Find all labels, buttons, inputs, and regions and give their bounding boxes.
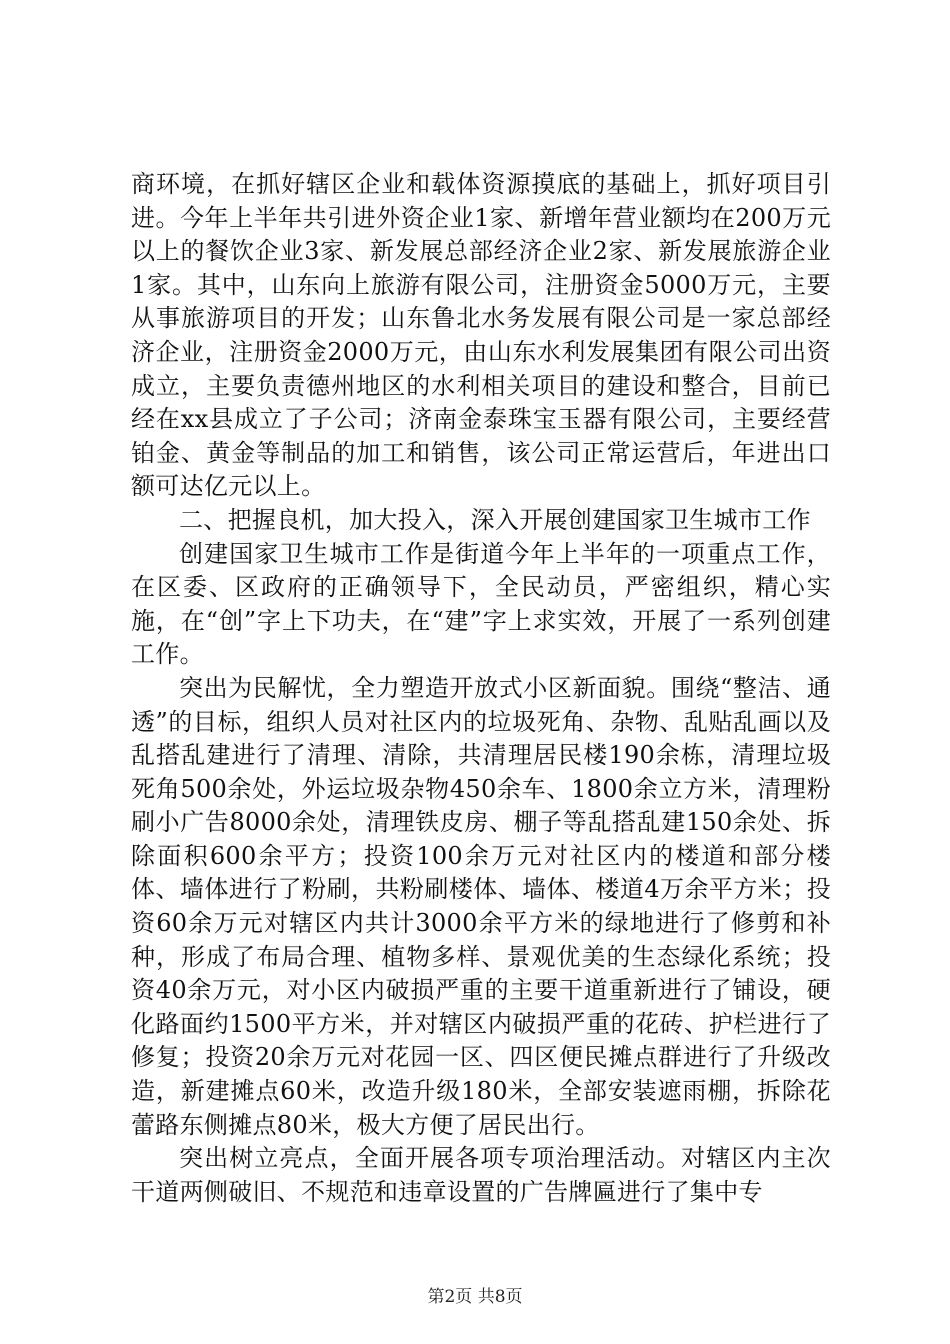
section-heading-2: 二、把握良机，加大投入，深入开展创建国家卫生城市工作 xyxy=(179,505,811,534)
paragraph-open-community: 突出为民解忧，全力塑造开放式小区新面貌。围绕“整洁、通透”的目标，组织人员对社区内的垃圾死角、杂物、乱贴乱画以及乱搭乱建进行了清理、清除，共清理居民楼190余栋，清理垃圾死角500余处，外运垃圾杂物450余车、1800余立方米，清理粉刷小广告8000余处，清理铁皮房、棚子等乱搭乱建150余处、拆除面积600余平方；投资100余万元对社区内的楼道和部分楼体、墙体进行了粉刷，共粉刷楼体、墙体、楼道4万余平方米；投资60余万元对辖区内共计3000余平方米的绿地进行了修剪和补种，形成了布局合理、植物多样、景观优美的生态绿化系统；投资40余万元，对小区内破损严重的主要干道重新进行了铺设，硬化路面约1500平方米，并对辖区内破损严重的花砖、护栏进行了修复；投资20余万元对花园一区、四区便民摊点群进行了升级改造，新建摊点60米，改造升级180米，全部安装遮雨棚，拆除花蕾路东侧摊点80米，极大方便了居民出行。 xyxy=(131,673,831,1139)
paragraph-special-governance: 突出树立亮点，全面开展各项专项治理活动。对辖区内主次干道两侧破旧、不规范和违章设置的广告牌匾进行了集中专 xyxy=(131,1144,831,1206)
document-body xyxy=(131,168,831,1209)
paragraph-health-city-intro: 创建国家卫生城市工作是街道今年上半年的一项重点工作，在区委、区政府的正确领导下，全民动员，严密组织，精心实施，在“创”字上下功夫，在“建”字上求实效，开展了一系列创建工作。 xyxy=(131,539,831,669)
paragraph-business-environment: 商环境，在抓好辖区企业和载体资源摸底的基础上，抓好项目引进。今年上半年共引进外资企业1家、新增年营业额均在200万元以上的餐饮企业3家、新发展总部经济企业2家、新发展旅游企业1家。其中，山东向上旅游有限公司，注册资金5000万元，主要从事旅游项目的开发；山东鲁北水务发展有限公司是一家总部经济企业，注册资金2000万元，由山东水利发展集团有限公司出资成立，主要负责德州地区的水利相关项目的建设和整合，目前已经在xx县成立了子公司；济南金泰珠宝玉器有限公司，主要经营铂金、黄金等制品的加工和销售，该公司正常运营后，年进出口额可达亿元以上。 xyxy=(131,170,831,501)
page-footer: 第2页 共8页 xyxy=(427,1287,523,1307)
